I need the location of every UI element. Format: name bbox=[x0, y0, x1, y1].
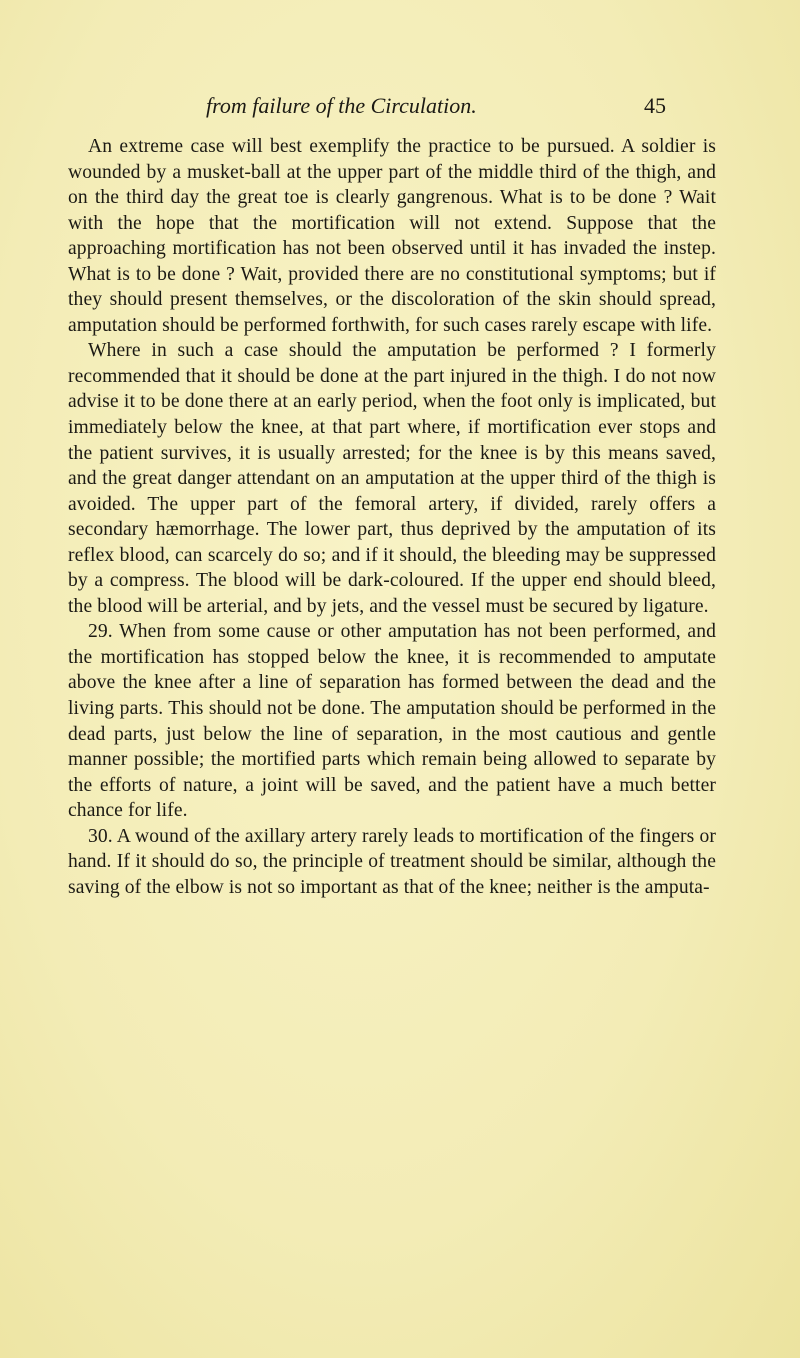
running-head-title: from failure of the Circulation. bbox=[206, 93, 477, 118]
body-text bbox=[68, 134, 716, 900]
page-number: 45 bbox=[644, 93, 666, 118]
paragraph-29: 29. When from some cause or other amputation has not been performed, and the mortification has stopped below the knee, it is recommended to amputate above the knee after a line of separation has formed between the dead and the living parts. This should not be done. The amputation should be performed in the dead parts, just below the line of separation, in the most cautious and gentle manner possible; the mortified parts which remain being allowed to separate by the efforts of nature, a joint will be saved, and the patient have a much better chance for life. bbox=[68, 621, 716, 822]
running-head bbox=[206, 93, 666, 123]
paragraph-where-amputation: Where in such a case should the amputation be performed ? I formerly recommended that it should be done at the part injured in the thigh. I do not now advise it to be done there at an early period, when the foot only is implicated, but immediately below the knee, at that part where, if mortification ever stops and the patient survives, it is usually arrested; for the knee is by this means saved, and the great danger attendant on an amputation at the upper third of the thigh is avoided. The upper part of the femoral artery, if divided, rarely offers a secondary hæmorrhage. The lower part, thus deprived by the amputation of its reflex blood, can scarcely do so; and if it should, the bleeding may be suppressed by a compress. The blood will be dark-coloured. If the upper end should bleed, the blood will be arterial, and by jets, and the vessel must be secured by ligature. bbox=[68, 340, 716, 617]
paragraph-extreme-case: An extreme case will best exemplify the practice to be pursued. A soldier is wounded by a musket-ball at the upper part of the middle third of the thigh, and on the third day the great toe is clearly gangrenous. What is to be done ? Wait with the hope that the mortification will not extend. Suppose that the approaching mortification has not been observed until it has invaded the instep. What is to be done ? Wait, provided there are no constitutional symptoms; but if they should present themselves, or the discoloration of the skin should spread, amputation should be performed forthwith, for such cases rarely escape with life. bbox=[68, 136, 716, 336]
paragraph-30: 30. A wound of the axillary artery rarely leads to mortification of the fingers or hand. If it should do so, the principle of treatment should be similar, although the saving of the elbow is not so important as that of the knee; neither is the amputa- bbox=[68, 825, 716, 898]
